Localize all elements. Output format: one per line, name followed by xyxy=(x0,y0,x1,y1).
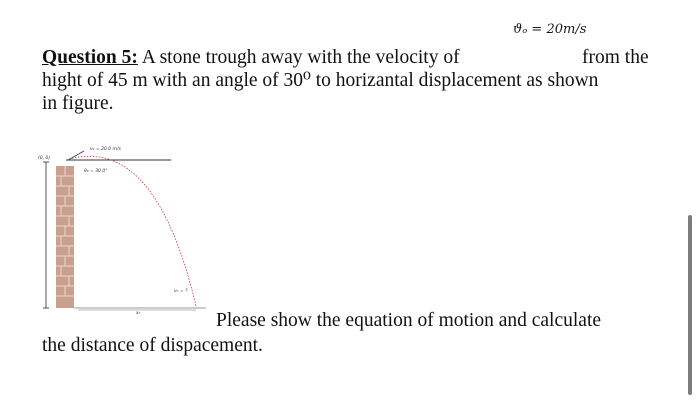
impact-label: vₕ = ? xyxy=(174,289,188,294)
instruction-line-1: Please show the equation of motion and calculate xyxy=(216,310,602,331)
vertical-scrollbar[interactable] xyxy=(688,215,692,395)
figure-svg xyxy=(36,142,216,314)
question-line-2: hight of 45 m with an angle of 30⁰ to horizantal displacement as shown xyxy=(42,70,599,91)
instruction-line-2: the distance of dispacement. xyxy=(42,335,263,356)
velocity-note: ϑₒ = 20m/s xyxy=(513,22,587,37)
question-line-1 xyxy=(42,46,662,69)
origin-label: (0, 0) xyxy=(38,156,51,161)
projectile-figure xyxy=(36,142,216,314)
question-label: Question 5: xyxy=(42,47,138,68)
trajectory-path xyxy=(69,156,196,306)
angle-label: θ₀ = 30.0° xyxy=(84,169,108,174)
velocity-label: v₀ = 20.0 m/s xyxy=(90,147,121,152)
range-label: xₕ xyxy=(136,311,141,314)
question-line-3: in figure. xyxy=(42,93,114,114)
question-text: A stone trough away with the velocity of xyxy=(137,47,460,68)
question-block xyxy=(42,46,662,115)
question-line-1-end: from the xyxy=(582,47,649,68)
